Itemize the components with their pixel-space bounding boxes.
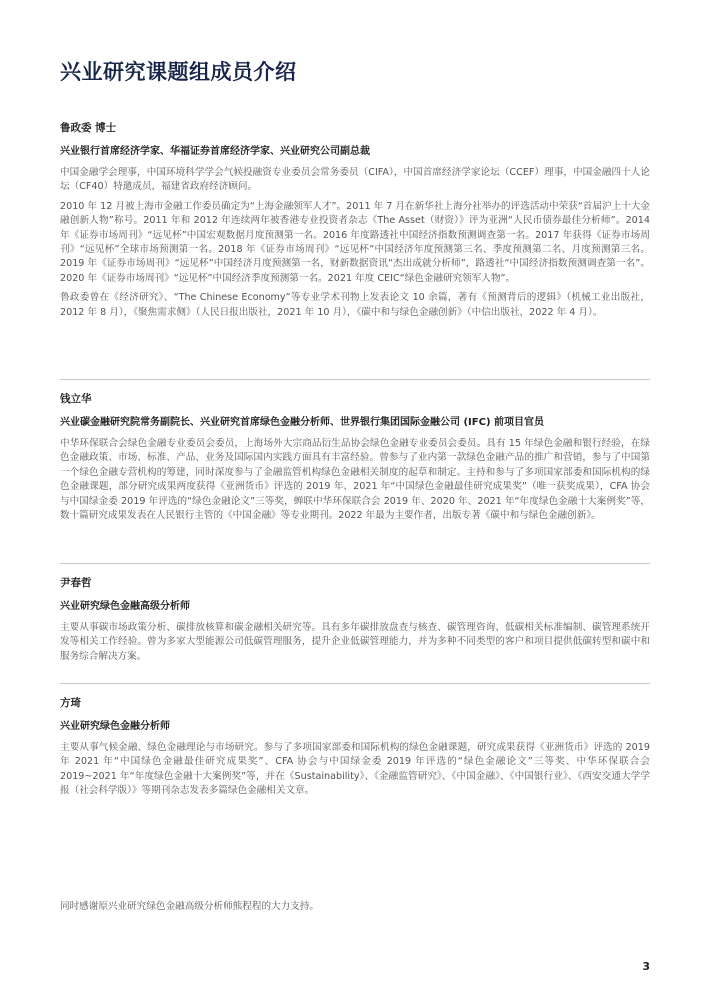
- section-divider: [60, 563, 650, 564]
- member-name: 方琦: [60, 697, 81, 709]
- member-role: 兴业研究绿色金融高级分析师: [60, 601, 190, 612]
- member-section-fang: [60, 696, 650, 804]
- member-bio-paragraph: 主要从事碳市场政策分析、碳排放核算和碳金融相关研究等。具有多年碳排放盘查与核查、碳管理咨询、低碳相关标准编制、碳管理系统开发等相关工作经验。曾为多家大型能源公司低碳管理服务，提升企业低碳管理能力，并为多种不同类型的客户和项目提供低碳转型和碳中和服务综合解决方案。: [60, 622, 650, 662]
- member-role: 兴业碳金融研究院常务副院长、兴业研究首席绿色金融分析师、世界银行集团国际金融公司 (IFC) 前项目官员: [60, 417, 544, 428]
- acknowledgement-note: 同时感谢原兴业研究绿色金融高级分析师熊程程的大力支持。: [60, 901, 320, 912]
- member-bio-paragraph: 鲁政委曾在《经济研究》、“The Chinese Economy”等专业学术刊物上发表论文 10 余篇，著有《预测背后的逻辑》（机械工业出版社，2012 年 8 月），《聚焦需求侧》（人民日报出版社，2021 年 10 月），《碳中和与绿色金融创新》（中信出版社，2022 年 4 月）。: [60, 292, 650, 318]
- member-bio-paragraph: 2010 年 12 月被上海市金融工作委员确定为“上海金融领军人才”。2011 年 7 月在新华社上海分社举办的评选活动中荣获“首届沪上十大金融创新人物”称号。2011 年和 2012 年连续两年被香港专业投资者杂志《The Asset（财资）》评为亚洲“人民币债券最佳分析师”。2014 年《证券市场周刊》“远见杯”中国宏观数据月度预测第一名。2016 年度路透社中国经济指数预测调查第一名。2017 年获得《证券市场周刊》“远见杯”全球市场预测第一名。2018 年《证券市场周刊》“远见杯”中国经济年度预测第三名、季度预测第二名、月度预测第三名。2019 年《证券市场周刊》“远见杯”中国经济月度预测第一名，财新数据资讯“杰出成就分析师”，路透社“中国经济指数预测调查第一名”。2020 年《证券市场周刊》“远见杯”中国经济季度预测第一名。2021 年度 CEIC“绿色金融研究领军人物”。: [60, 200, 650, 284]
- member-name: 尹春哲: [60, 577, 92, 589]
- member-section-lu: [60, 121, 650, 325]
- member-bio-paragraph: 主要从事气候金融、绿色金融理论与市场研究。参与了多项国家部委和国际机构的绿色金融课题，研究成果获得《亚洲货币》评选的 2019 年 2021 年“中国绿色金融最佳研究成果奖”、CFA 协会与中国绿金委 2019 年评选的“绿色金融论文”三等奖、中华环保联合会 2019~2021 年“年度绿色金融十大案例奖”等，并在《Sustainability》、《金融监管研究》、《中国金融》、《中国银行业》、《西安交通大学学报（社会科学版）》等期刊杂志发表多篇绿色金融相关文章。: [60, 742, 650, 797]
- member-role: 兴业银行首席经济学家、华福证券首席经济学家、兴业研究公司副总裁: [60, 146, 370, 157]
- section-divider: [60, 683, 650, 684]
- page-title: 兴业研究课题组成员介绍: [60, 60, 297, 84]
- member-bio-paragraph: 中华环保联合会绿色金融专业委员会委员，上海场外大宗商品衍生品协会绿色金融专业委员会委员。具有 15 年绿色金融和银行经验，在绿色金融政策、市场、标准、产品、业务及国际国内实践方面具有丰富经验。曾参与了业内第一款绿色金融产品的推广和营销，参与了中国第一个绿色金融专营机构的筹建，同时深度参与了金融监管机构绿色金融相关制度的起草和制定。主持和参与了多项国家部委和国际机构的绿色金融课题，部分研究成果两度获得《亚洲货币》评选的 2019 年、2021 年“中国绿色金融最佳研究成果奖”（唯一获奖成果），CFA 协会与中国绿金委 2019 年评选的“绿色金融论文”三等奖，蝉联中华环保联合会 2019 年、2020 年、2021 年“年度绿色金融十大案例奖”等，数十篇研究成果发表在人民银行主管的《中国金融》等专业期刊。2022 年最为主要作者，出版专著《碳中和与绿色金融创新》。: [60, 438, 650, 522]
- member-bio-paragraph: 中国金融学会理事，中国环境科学学会气候投融资专业委员会常务委员（CIFA），中国首席经济学家论坛（CCEF）理事，中国金融四十人论坛（CF40）特邀成员，福建省政府经济顾问。: [60, 167, 650, 193]
- member-name: 鲁政委 博士: [60, 122, 117, 134]
- page-number: 3: [642, 960, 650, 973]
- member-name: 钱立华: [60, 393, 92, 405]
- section-divider: [60, 379, 650, 380]
- member-section-yin: [60, 576, 650, 669]
- member-section-qian: [60, 392, 650, 528]
- member-role: 兴业研究绿色金融分析师: [60, 721, 170, 732]
